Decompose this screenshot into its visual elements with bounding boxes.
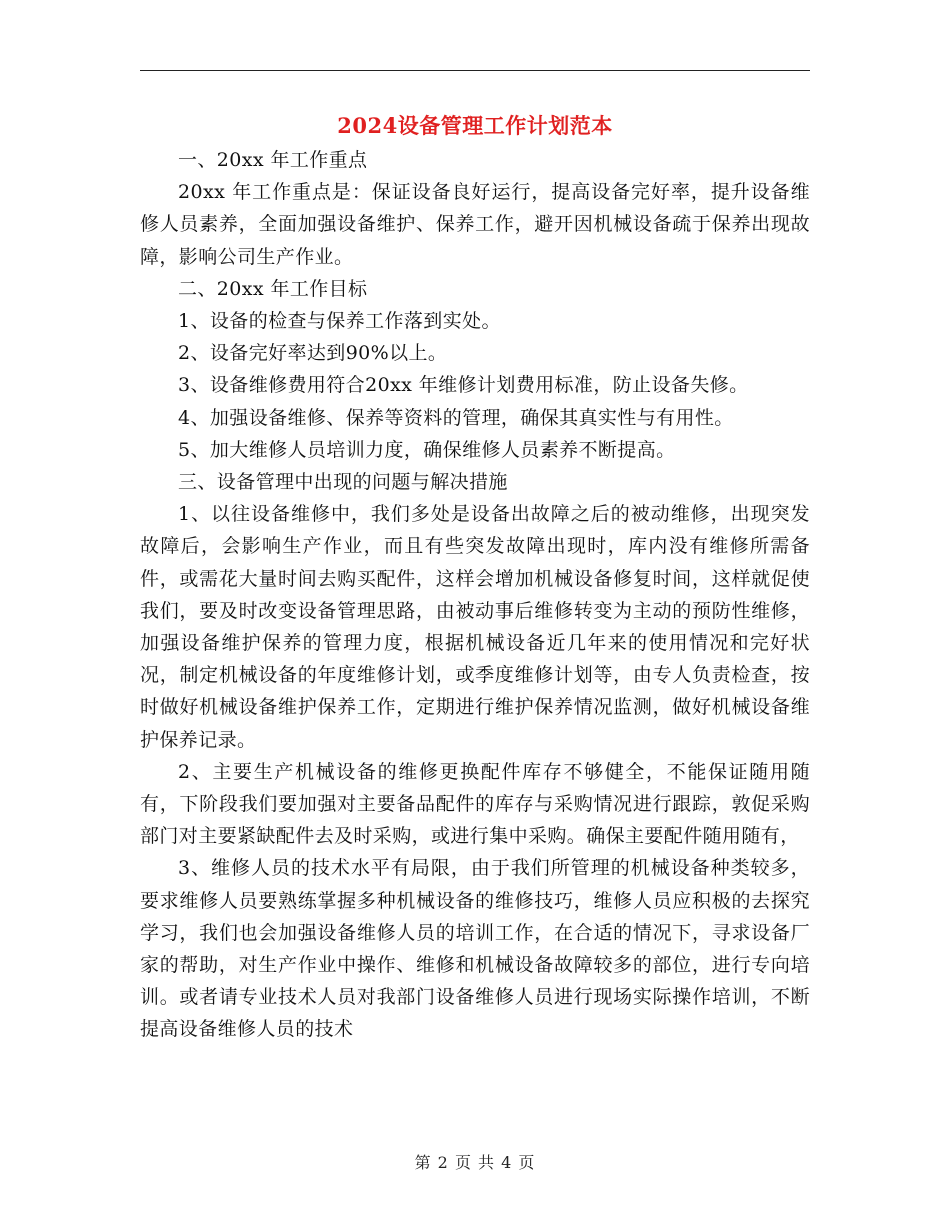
section-heading-3: 三、设备管理中出现的问题与解决措施: [178, 471, 508, 494]
problem-paragraph-1: 1、以往设备维修中，我们多处是设备出故障之后的被动维修，出现突发故障后，会影响生产作业，而且有些突发故障出现时，库内没有维修所需备件，或需花大量时间去购买配件，这样会增加机械设备修复时间，这样就促使我们，要及时改变设备管理思路，由被动事后维修转变为主动的预防性维修，加强设备维护保养的管理力度，根据机械设备近几年来的使用情况和完好状况，制定机械设备的年度维修计划，或季度维修计划等，由专人负责检查，按时做好机械设备维护保养工作，定期进行维护保养情况监测，做好机械设备维护保养记录。: [140, 503, 810, 751]
document-title: 2024设备管理工作计划范本: [337, 113, 613, 138]
goal-item-2: 2、设备完好率达到90%以上。: [178, 342, 448, 365]
page-number: 第 2 页 共 4 页: [414, 1153, 536, 1172]
goal-item-1: 1、设备的检查与保养工作落到实处。: [178, 310, 501, 333]
goal-item-3: 3、设备维修费用符合20xx 年维修计划费用标准，防止设备失修。: [178, 374, 749, 397]
document-body: [140, 144, 810, 1046]
header-rule: [140, 70, 810, 71]
paragraph-focus: 20xx 年工作重点是：保证设备良好运行，提高设备完好率，提升设备维修人员素养，全面加强设备维护、保养工作，避开因机械设备疏于保养出现故障，影响公司生产作业。: [140, 181, 810, 268]
goal-item-5: 5、加大维修人员培训力度，确保维修人员素养不断提高。: [178, 438, 676, 461]
section-heading-2: 二、20xx 年工作目标: [178, 277, 368, 300]
section-heading-1: 一、20xx 年工作重点: [178, 149, 368, 171]
problem-paragraph-3: 3、维修人员的技术水平有局限，由于我们所管理的机械设备种类较多，要求维修人员要熟练掌握多种机械设备的维修技巧，维修人员应积极的去探究学习，我们也会加强设备维修人员的培训工作，在合适的情况下，寻求设备厂家的帮助，对生产作业中操作、维修和机械设备故障较多的部位，进行专向培训。或者请专业技术人员对我部门设备维修人员进行现场实际操作培训，不断提高设备维修人员的技术: [140, 857, 810, 1041]
goal-item-4: 4、加强设备维修、保养等资料的管理，确保其真实性与有用性。: [178, 406, 734, 429]
problem-paragraph-2: 2、主要生产机械设备的维修更换配件库存不够健全，不能保证随用随有，下阶段我们要加强对主要备品配件的库存与采购情况进行跟踪，敦促采购部门对主要紧缺配件去及时采购，或进行集中采购。确保主要配件随用随有，: [140, 760, 810, 848]
